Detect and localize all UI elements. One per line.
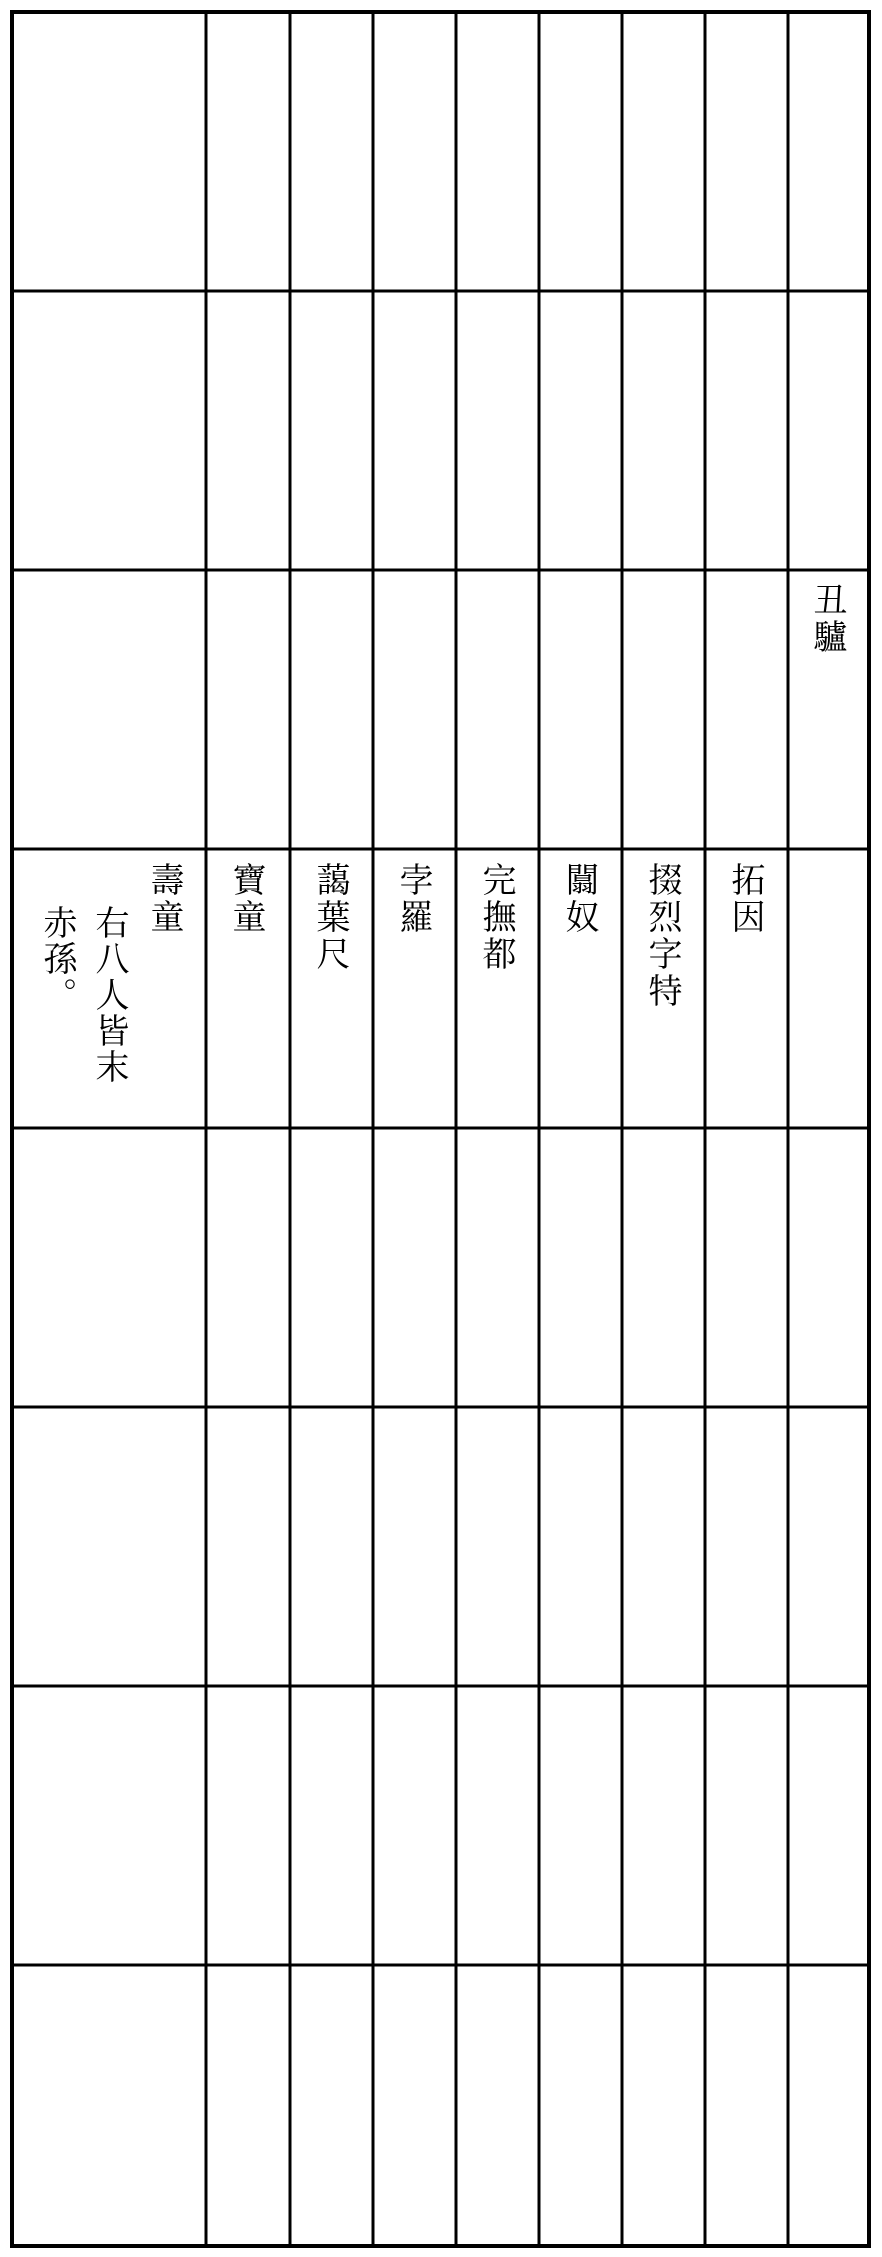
cell-name-baotong: 寶童 — [226, 862, 266, 936]
cell-name-boluo: 孛羅 — [393, 862, 433, 936]
cell-name-tanu: 闒奴 — [559, 862, 599, 936]
cell-name-wanfudu: 完撫都 — [476, 862, 516, 973]
cell-name-tuoyin: 拓因 — [725, 862, 765, 936]
cell-note-line1: 右八人皆末 — [89, 905, 129, 1085]
cell-name-shoutong: 壽童 — [144, 862, 184, 936]
cell-name-duolie-zite: 掇烈字特 — [642, 862, 682, 1010]
cell-note-line2: 赤孫。 — [37, 905, 77, 1013]
cell-name-aiyechi: 藹葉尺 — [310, 862, 350, 973]
cell-name-choulu: 丑驢 — [807, 582, 847, 656]
